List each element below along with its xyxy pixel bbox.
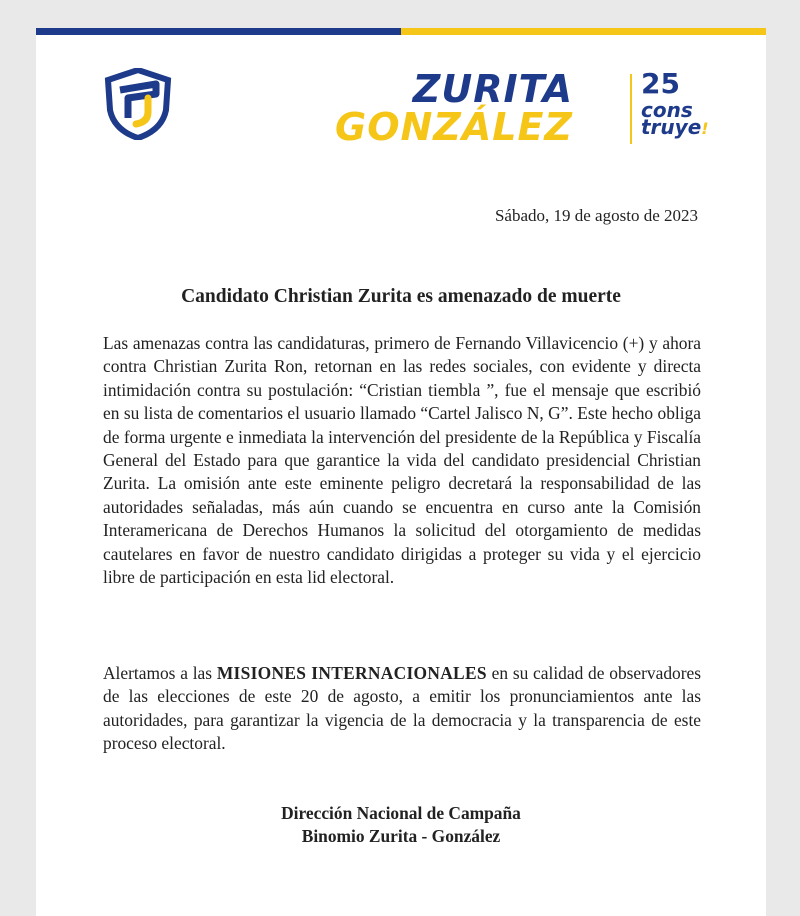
brand-badge-number: 25 (641, 67, 680, 100)
campaign-brand-logo (335, 67, 731, 149)
shield-logo-icon (104, 68, 172, 140)
document-page (36, 28, 766, 916)
top-color-bar (36, 28, 766, 35)
slogan-part2: truye (641, 115, 702, 139)
body-paragraph-2 (103, 662, 701, 756)
signature-line-2: Binomio Zurita - González (301, 826, 501, 846)
body-paragraph-1: Las amenazas contra las candidaturas, primero de Fernando Villavicencio (+) y ahora contra Christian Zurita Ron, retornan en las redes sociales, con evidente y directa intimidación contra su postulación: “Cristian tiembla ”, fue el mensaje que escribió en su lista de comentarios el usuario llamado “Cartel Jalisco N, G”. Este hecho obliga de forma urgente e inmediata la intervención del presidente de la República y Fiscalía General del Estado para que garantice la vida del candidato presidencial Christian Zurita. La omisión ante este eminente peligro decretará la responsabilidad de las autoridades señaladas, más aún cuando se encuentra en curso ante la Comisión Interamericana de Derechos Humanos la solicitud del otorgamiento de medidas cautelares en favor de nuestro candidato dirigidas a proteger su vida y el ejercicio libre de participación en esta lid electoral. (103, 333, 701, 588)
paragraph2-lead: Alertamos a las (103, 663, 217, 683)
signature-line-1: Dirección Nacional de Campaña (281, 803, 521, 823)
brand-badge-slogan (641, 98, 731, 139)
paragraph2-emphasis: MISIONES INTERNACIONALES (216, 663, 487, 683)
brand-name-line2: GONZÁLEZ (335, 105, 573, 149)
slogan-exclaim: ! (701, 119, 709, 138)
top-bar-blue (36, 28, 401, 35)
brand-divider (630, 74, 632, 144)
paragraph2-rest: en su calidad de observadores de las elecciones de este 20 de agosto, a emitir los pronunciamientos ante las autoridades, para garantizar la vigencia de la democracia y la transparencia de este proceso electoral. (103, 663, 701, 754)
brand-name-line1: ZURITA (412, 67, 573, 111)
top-bar-yellow (401, 28, 766, 35)
document-title: Candidato Christian Zurita es amenazado de muerte (181, 286, 621, 307)
document-date: Sábado, 19 de agosto de 2023 (494, 206, 698, 225)
slogan-part1: cons (641, 98, 693, 122)
